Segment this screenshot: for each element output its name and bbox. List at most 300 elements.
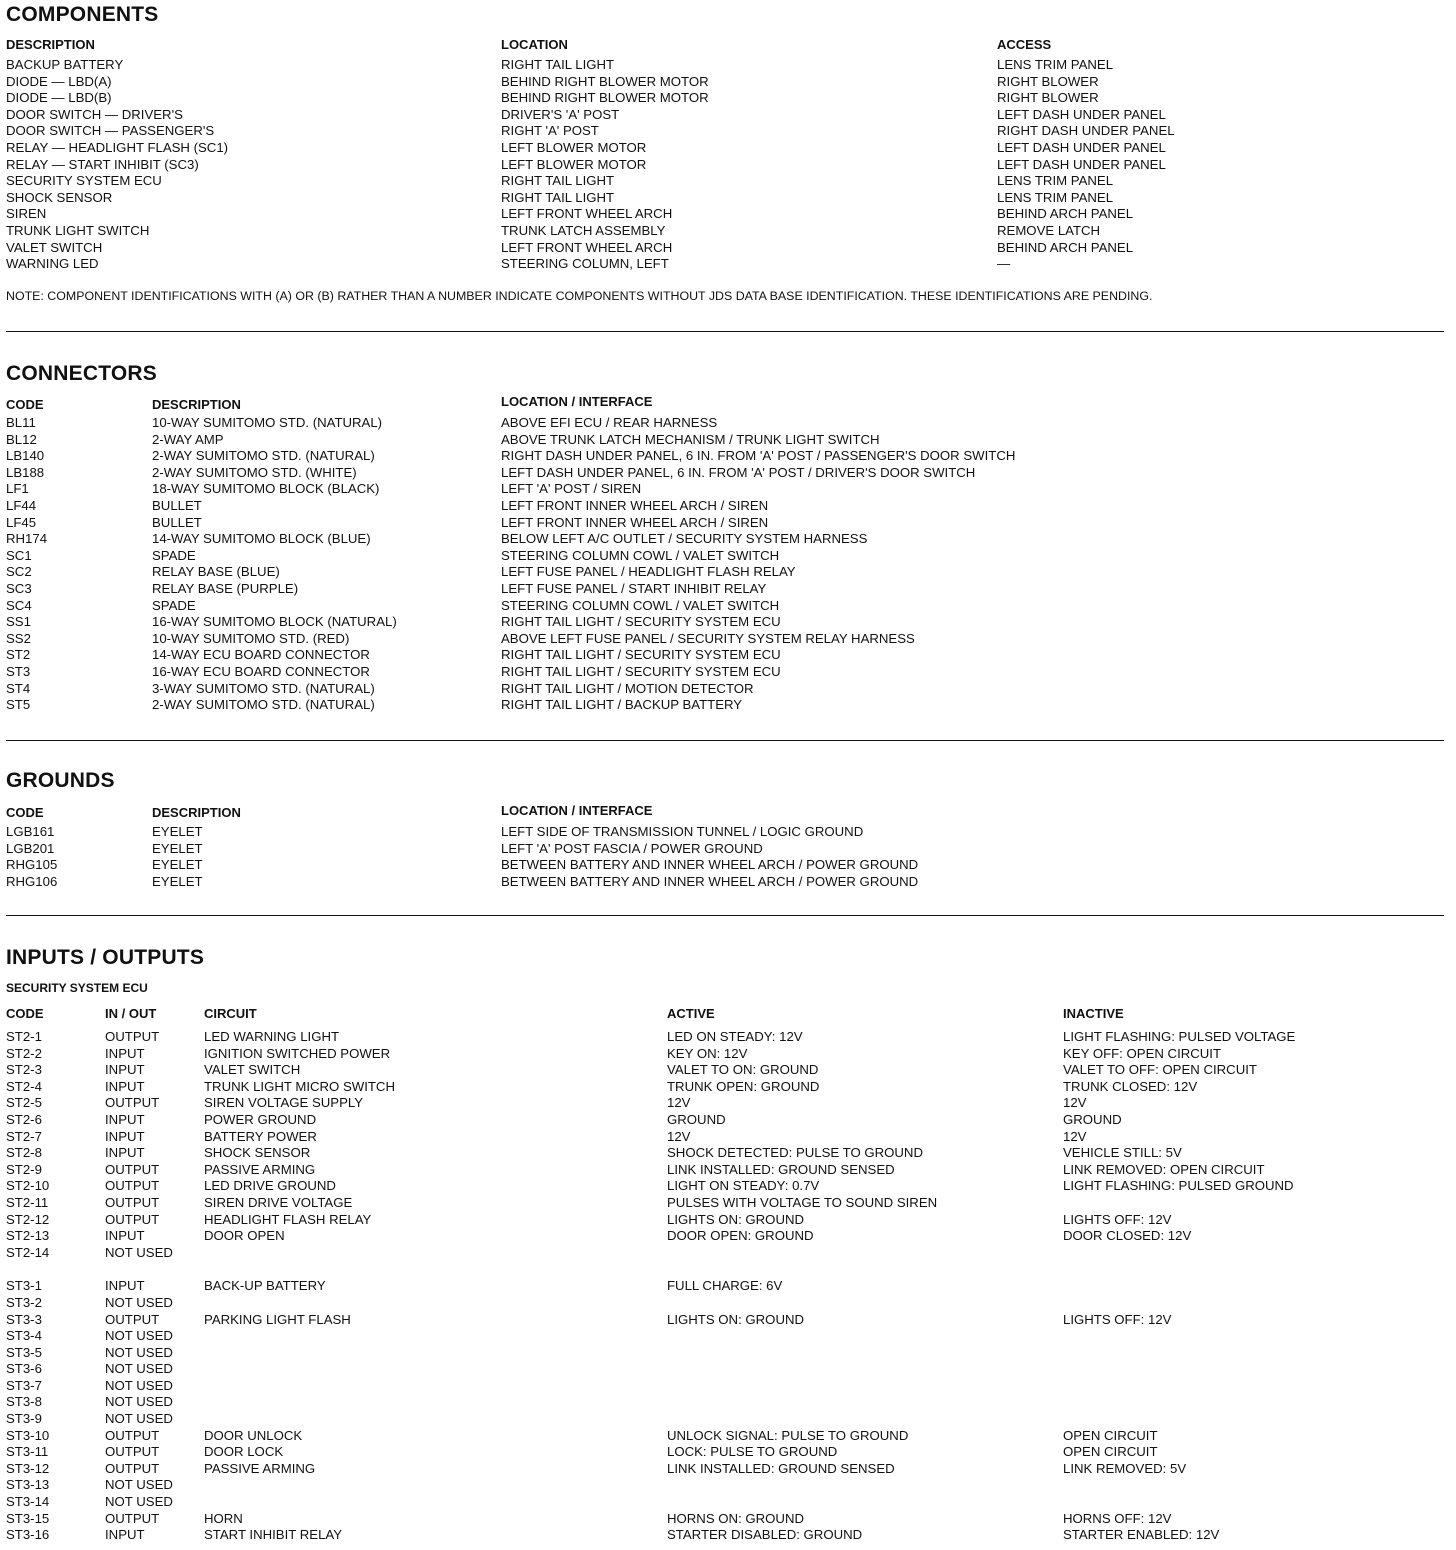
- grounds-row: [0, 841, 1456, 858]
- io-header-inactive: INACTIVE: [1063, 1006, 1124, 1021]
- io-st2-code-cell: ST2-12: [6, 1211, 50, 1227]
- connectors-location-cell: RIGHT TAIL LIGHT / SECURITY SYSTEM ECU: [501, 663, 781, 679]
- grounds-row: [0, 874, 1456, 891]
- components-description-cell: VALET SWITCH: [6, 239, 103, 255]
- connectors-description-cell: 10-WAY SUMITOMO STD. (RED): [152, 630, 350, 646]
- io-st3-inout-cell: INPUT: [105, 1278, 145, 1294]
- io-st2-inout-cell: INPUT: [105, 1128, 145, 1144]
- grounds-location-cell: BETWEEN BATTERY AND INNER WHEEL ARCH / POWER GROUND: [501, 873, 919, 889]
- io-st2-row: [0, 1029, 1456, 1046]
- components-row: [0, 190, 1456, 207]
- io-st3-inout-cell: NOT USED: [105, 1344, 173, 1360]
- io-st3-inout-cell: OUTPUT: [105, 1444, 160, 1460]
- io-st2-inout-cell: INPUT: [105, 1078, 145, 1094]
- io-st3-block: [0, 1278, 1456, 1544]
- grounds-description-cell: EYELET: [152, 824, 203, 839]
- io-st3-row: [0, 1527, 1456, 1544]
- connectors-location-cell: RIGHT TAIL LIGHT / MOTION DETECTOR: [501, 680, 754, 696]
- io-st2-active-cell: LED ON STEADY: 12V: [667, 1029, 803, 1044]
- section-divider: [6, 331, 1444, 332]
- io-st2-circuit-cell: PASSIVE ARMING: [204, 1161, 316, 1177]
- connectors-location-cell: LEFT FRONT INNER WHEEL ARCH / SIREN: [501, 514, 769, 530]
- io-st2-code-cell: ST2-5: [6, 1095, 42, 1111]
- grounds-header-location: LOCATION / INTERFACE: [501, 803, 653, 818]
- components-access-cell: BEHIND ARCH PANEL: [997, 206, 1134, 222]
- io-st2-active-cell: VALET TO ON: GROUND: [667, 1062, 819, 1078]
- connectors-description-cell: RELAY BASE (BLUE): [152, 564, 280, 580]
- io-header-circuit: CIRCUIT: [204, 1006, 257, 1021]
- io-st3-inout-cell: INPUT: [105, 1527, 145, 1543]
- io-st3-row: [0, 1461, 1456, 1478]
- components-access-cell: RIGHT BLOWER: [997, 73, 1099, 89]
- components-location-cell: RIGHT TAIL LIGHT: [501, 173, 615, 189]
- io-st2-inactive-cell: LIGHT FLASHING: PULSED GROUND: [1063, 1178, 1294, 1194]
- connectors-description-cell: 2-WAY SUMITOMO STD. (NATURAL): [152, 697, 375, 713]
- io-st2-inactive-cell: 12V: [1063, 1095, 1087, 1111]
- components-description-cell: SHOCK SENSOR: [6, 189, 113, 205]
- connectors-row: [0, 498, 1456, 515]
- io-st3-inout-cell: OUTPUT: [105, 1460, 160, 1476]
- io-st3-row: [0, 1328, 1456, 1345]
- io-st2-inactive-cell: 12V: [1063, 1128, 1087, 1144]
- components-note: NOTE: COMPONENT IDENTIFICATIONS WITH (A) OR (B) RATHER THAN A NUMBER INDICATE COMPONENTS WITHOUT JDS DATA BASE IDENTIFICATION. THESE IDENTIFICATIONS ARE PENDING.: [6, 289, 1153, 303]
- io-header-code: CODE: [6, 1006, 44, 1021]
- components-header-location: LOCATION: [501, 37, 568, 52]
- components-access-cell: LENS TRIM PANEL: [997, 189, 1114, 205]
- connectors-row: [0, 598, 1456, 615]
- io-st3-code-cell: ST3-13: [6, 1477, 50, 1493]
- io-st2-active-cell: KEY ON: 12V: [667, 1045, 748, 1061]
- io-st2-row: [0, 1245, 1456, 1262]
- components-access-cell: RIGHT BLOWER: [997, 90, 1099, 106]
- io-st3-code-cell: ST3-1: [6, 1278, 42, 1294]
- grounds-row: [0, 857, 1456, 874]
- io-st2-block: [0, 1029, 1456, 1261]
- io-st2-inactive-cell: GROUND: [1063, 1111, 1122, 1127]
- components-description-cell: DIODE — LBD(B): [6, 90, 112, 106]
- connectors-header-description: DESCRIPTION: [152, 397, 241, 412]
- io-st2-code-cell: ST2-10: [6, 1178, 50, 1194]
- connectors-location-cell: LEFT DASH UNDER PANEL, 6 IN. FROM 'A' POST / DRIVER'S DOOR SWITCH: [501, 464, 976, 480]
- io-st3-row: [0, 1278, 1456, 1295]
- io-st3-active-cell: LINK INSTALLED: GROUND SENSED: [667, 1460, 895, 1476]
- io-st3-code-cell: ST3-9: [6, 1411, 42, 1427]
- io-st2-circuit-cell: LED WARNING LIGHT: [204, 1029, 340, 1044]
- io-st2-circuit-cell: DOOR OPEN: [204, 1228, 285, 1244]
- io-st2-inactive-cell: KEY OFF: OPEN CIRCUIT: [1063, 1045, 1222, 1061]
- io-st3-inout-cell: OUTPUT: [105, 1427, 160, 1443]
- io-st2-row: [0, 1145, 1456, 1162]
- io-st2-active-cell: GROUND: [667, 1111, 726, 1127]
- io-st2-inactive-cell: LIGHTS OFF: 12V: [1063, 1211, 1172, 1227]
- grounds-code-cell: RHG105: [6, 857, 58, 873]
- connectors-description-cell: 14-WAY ECU BOARD CONNECTOR: [152, 647, 370, 663]
- connectors-code-cell: SC1: [6, 547, 32, 563]
- components-description-cell: DIODE — LBD(A): [6, 73, 112, 89]
- components-header-description: DESCRIPTION: [6, 37, 95, 52]
- components-access-cell: LEFT DASH UNDER PANEL: [997, 139, 1166, 155]
- io-st3-active-cell: LIGHTS ON: GROUND: [667, 1311, 805, 1327]
- connectors-description-cell: 2-WAY AMP: [152, 431, 224, 447]
- connectors-code-cell: SC4: [6, 597, 32, 613]
- connectors-code-cell: LB188: [6, 464, 45, 480]
- connectors-description-cell: RELAY BASE (PURPLE): [152, 580, 299, 596]
- section-divider: [6, 740, 1444, 741]
- io-st2-active-cell: DOOR OPEN: GROUND: [667, 1228, 814, 1244]
- io-st3-circuit-cell: START INHIBIT RELAY: [204, 1527, 343, 1543]
- io-st3-inout-cell: NOT USED: [105, 1411, 173, 1427]
- connectors-code-cell: LF45: [6, 514, 37, 530]
- connectors-description-cell: 2-WAY SUMITOMO STD. (NATURAL): [152, 448, 375, 464]
- components-location-cell: DRIVER'S 'A' POST: [501, 106, 620, 122]
- io-st2-code-cell: ST2-11: [6, 1194, 49, 1210]
- connectors-code-cell: BL11: [6, 415, 36, 430]
- io-st3-inout-cell: NOT USED: [105, 1494, 173, 1510]
- io-st2-inactive-cell: DOOR CLOSED: 12V: [1063, 1228, 1192, 1244]
- io-st2-code-cell: ST2-7: [6, 1128, 42, 1144]
- io-st2-row: [0, 1178, 1456, 1195]
- components-location-cell: STEERING COLUMN, LEFT: [501, 256, 669, 272]
- grounds-description-cell: EYELET: [152, 840, 203, 856]
- io-st2-row: [0, 1195, 1456, 1212]
- io-st3-row: [0, 1295, 1456, 1312]
- components-access-cell: LENS TRIM PANEL: [997, 173, 1114, 189]
- components-description-cell: DOOR SWITCH — DRIVER'S: [6, 106, 183, 122]
- io-title: INPUTS / OUTPUTS: [6, 946, 205, 969]
- io-st3-code-cell: ST3-5: [6, 1344, 42, 1360]
- connectors-location-cell: LEFT 'A' POST / SIREN: [501, 481, 642, 497]
- connectors-description-cell: BULLET: [152, 497, 202, 513]
- connectors-row: [0, 448, 1456, 465]
- io-st2-active-cell: LIGHT ON STEADY: 0.7V: [667, 1178, 820, 1194]
- connectors-row: [0, 465, 1456, 482]
- io-st3-inout-cell: NOT USED: [105, 1361, 173, 1377]
- components-title: COMPONENTS: [6, 3, 159, 26]
- io-st3-inactive-cell: STARTER ENABLED: 12V: [1063, 1527, 1220, 1543]
- io-st2-row: [0, 1095, 1456, 1112]
- connectors-description-cell: BULLET: [152, 514, 202, 530]
- connectors-row: [0, 631, 1456, 648]
- io-st3-code-cell: ST3-14: [6, 1494, 50, 1510]
- io-st3-inactive-cell: LIGHTS OFF: 12V: [1063, 1311, 1172, 1327]
- grounds-row: [0, 824, 1456, 841]
- connectors-code-cell: SC3: [6, 580, 32, 596]
- io-st2-code-cell: ST2-13: [6, 1228, 50, 1244]
- connectors-header-code: CODE: [6, 397, 44, 412]
- io-st3-inout-cell: NOT USED: [105, 1477, 173, 1493]
- io-st2-active-cell: 12V: [667, 1095, 691, 1111]
- connectors-code-cell: ST5: [6, 697, 31, 713]
- connectors-code-cell: BL12: [6, 431, 37, 447]
- connectors-code-cell: RH174: [6, 531, 48, 547]
- io-st2-circuit-cell: TRUNK LIGHT MICRO SWITCH: [204, 1078, 395, 1094]
- io-st3-row: [0, 1394, 1456, 1411]
- components-description-cell: DOOR SWITCH — PASSENGER'S: [6, 123, 215, 139]
- connectors-code-cell: SC2: [6, 564, 32, 580]
- connectors-row: [0, 681, 1456, 698]
- components-table: [0, 57, 1456, 273]
- io-st2-active-cell: PULSES WITH VOLTAGE TO SOUND SIREN: [667, 1194, 938, 1210]
- io-st3-inout-cell: NOT USED: [105, 1394, 173, 1410]
- io-st2-inout-cell: INPUT: [105, 1062, 145, 1078]
- components-row: [0, 107, 1456, 124]
- io-st3-code-cell: ST3-4: [6, 1328, 42, 1344]
- io-st3-code-cell: ST3-15: [6, 1510, 50, 1526]
- connectors-description-cell: SPADE: [152, 547, 196, 563]
- components-location-cell: LEFT FRONT WHEEL ARCH: [501, 206, 673, 222]
- io-st2-code-cell: ST2-1: [6, 1029, 42, 1044]
- grounds-code-cell: LGB201: [6, 840, 55, 856]
- components-row: [0, 173, 1456, 190]
- connectors-row: [0, 531, 1456, 548]
- io-st2-inout-cell: OUTPUT: [105, 1029, 160, 1044]
- components-access-cell: LEFT DASH UNDER PANEL: [997, 106, 1166, 122]
- io-st3-circuit-cell: HORN: [204, 1510, 243, 1526]
- components-row: [0, 57, 1456, 74]
- components-row: [0, 157, 1456, 174]
- connectors-code-cell: SS1: [6, 614, 31, 630]
- components-access-cell: RIGHT DASH UNDER PANEL: [997, 123, 1175, 139]
- io-st3-code-cell: ST3-7: [6, 1377, 42, 1393]
- io-st3-code-cell: ST3-3: [6, 1311, 42, 1327]
- connectors-description-cell: 3-WAY SUMITOMO STD. (NATURAL): [152, 680, 375, 696]
- io-st2-code-cell: ST2-4: [6, 1078, 42, 1094]
- connectors-table: [0, 415, 1456, 714]
- components-location-cell: BEHIND RIGHT BLOWER MOTOR: [501, 90, 709, 106]
- section-divider: [6, 915, 1444, 916]
- io-st2-active-cell: TRUNK OPEN: GROUND: [667, 1078, 820, 1094]
- io-st2-inout-cell: INPUT: [105, 1111, 145, 1127]
- connectors-row: [0, 481, 1456, 498]
- connectors-location-cell: STEERING COLUMN COWL / VALET SWITCH: [501, 597, 780, 613]
- io-st2-inout-cell: INPUT: [105, 1145, 145, 1161]
- io-st2-circuit-cell: IGNITION SWITCHED POWER: [204, 1045, 391, 1061]
- components-location-cell: LEFT FRONT WHEEL ARCH: [501, 239, 673, 255]
- connectors-location-cell: LEFT FUSE PANEL / HEADLIGHT FLASH RELAY: [501, 564, 796, 580]
- io-st3-inactive-cell: HORNS OFF: 12V: [1063, 1510, 1172, 1526]
- connectors-description-cell: SPADE: [152, 597, 196, 613]
- components-location-cell: TRUNK LATCH ASSEMBLY: [501, 222, 666, 238]
- grounds-header-code: CODE: [6, 805, 44, 820]
- io-st2-row: [0, 1112, 1456, 1129]
- io-st2-row: [0, 1046, 1456, 1063]
- connectors-location-cell: LEFT FRONT INNER WHEEL ARCH / SIREN: [501, 497, 769, 513]
- components-location-cell: RIGHT 'A' POST: [501, 123, 599, 139]
- io-st2-circuit-cell: VALET SWITCH: [204, 1062, 301, 1078]
- components-location-cell: BEHIND RIGHT BLOWER MOTOR: [501, 73, 709, 89]
- connectors-code-cell: LB140: [6, 448, 45, 464]
- io-table: [0, 1029, 1456, 1544]
- io-st3-row: [0, 1511, 1456, 1528]
- connectors-row: [0, 432, 1456, 449]
- io-st3-row: [0, 1361, 1456, 1378]
- io-st2-inout-cell: OUTPUT: [105, 1211, 160, 1227]
- connectors-header-location: LOCATION / INTERFACE: [501, 394, 653, 409]
- components-description-cell: RELAY — START INHIBIT (SC3): [6, 156, 199, 172]
- connectors-description-cell: 16-WAY SUMITOMO BLOCK (NATURAL): [152, 614, 397, 630]
- io-st3-active-cell: LOCK: PULSE TO GROUND: [667, 1444, 838, 1460]
- components-access-cell: LENS TRIM PANEL: [997, 57, 1114, 72]
- components-access-cell: LEFT DASH UNDER PANEL: [997, 156, 1166, 172]
- grounds-code-cell: LGB161: [6, 824, 55, 839]
- io-st3-inout-cell: OUTPUT: [105, 1311, 160, 1327]
- io-st2-circuit-cell: BATTERY POWER: [204, 1128, 317, 1144]
- connectors-description-cell: 10-WAY SUMITOMO STD. (NATURAL): [152, 415, 383, 430]
- io-st3-code-cell: ST3-6: [6, 1361, 42, 1377]
- components-header-access: ACCESS: [997, 37, 1052, 52]
- components-description-cell: BACKUP BATTERY: [6, 57, 124, 72]
- grounds-description-cell: EYELET: [152, 857, 203, 873]
- io-st3-inout-cell: NOT USED: [105, 1328, 173, 1344]
- io-st3-row: [0, 1378, 1456, 1395]
- io-st3-code-cell: ST3-11: [6, 1444, 49, 1460]
- io-st2-code-cell: ST2-2: [6, 1045, 42, 1061]
- components-location-cell: LEFT BLOWER MOTOR: [501, 156, 647, 172]
- io-st2-inout-cell: OUTPUT: [105, 1095, 160, 1111]
- io-st2-row: [0, 1079, 1456, 1096]
- components-row: [0, 240, 1456, 257]
- io-st3-code-cell: ST3-16: [6, 1527, 50, 1543]
- io-st2-inout-cell: INPUT: [105, 1228, 145, 1244]
- io-st3-circuit-cell: DOOR UNLOCK: [204, 1427, 303, 1443]
- io-st3-row: [0, 1312, 1456, 1329]
- io-st3-row: [0, 1477, 1456, 1494]
- connectors-code-cell: ST3: [6, 663, 31, 679]
- connectors-location-cell: ABOVE TRUNK LATCH MECHANISM / TRUNK LIGHT SWITCH: [501, 431, 880, 447]
- io-st2-row: [0, 1162, 1456, 1179]
- io-st3-code-cell: ST3-12: [6, 1460, 50, 1476]
- components-description-cell: SECURITY SYSTEM ECU: [6, 173, 162, 189]
- grounds-code-cell: RHG106: [6, 873, 58, 889]
- io-st3-inactive-cell: OPEN CIRCUIT: [1063, 1427, 1158, 1443]
- components-row: [0, 90, 1456, 107]
- io-block-gap: [0, 1261, 1456, 1278]
- io-st3-circuit-cell: BACK-UP BATTERY: [204, 1278, 326, 1294]
- io-st3-circuit-cell: DOOR LOCK: [204, 1444, 284, 1460]
- connectors-row: [0, 564, 1456, 581]
- connectors-location-cell: ABOVE LEFT FUSE PANEL / SECURITY SYSTEM RELAY HARNESS: [501, 630, 915, 646]
- grounds-header-description: DESCRIPTION: [152, 805, 241, 820]
- io-st3-circuit-cell: PARKING LIGHT FLASH: [204, 1311, 351, 1327]
- io-st2-row: [0, 1212, 1456, 1229]
- connectors-description-cell: 14-WAY SUMITOMO BLOCK (BLUE): [152, 531, 371, 547]
- io-st2-active-cell: LINK INSTALLED: GROUND SENSED: [667, 1161, 895, 1177]
- connectors-row: [0, 548, 1456, 565]
- io-st2-circuit-cell: SIREN VOLTAGE SUPPLY: [204, 1095, 364, 1111]
- components-row: [0, 223, 1456, 240]
- io-st2-inout-cell: OUTPUT: [105, 1194, 160, 1210]
- components-access-cell: —: [997, 256, 1011, 272]
- io-st2-active-cell: SHOCK DETECTED: PULSE TO GROUND: [667, 1145, 923, 1161]
- io-st3-circuit-cell: PASSIVE ARMING: [204, 1460, 316, 1476]
- components-location-cell: RIGHT TAIL LIGHT: [501, 57, 615, 72]
- connectors-location-cell: STEERING COLUMN COWL / VALET SWITCH: [501, 547, 780, 563]
- connectors-title: CONNECTORS: [6, 362, 157, 385]
- connectors-location-cell: BELOW LEFT A/C OUTLET / SECURITY SYSTEM HARNESS: [501, 531, 868, 547]
- io-st2-inactive-cell: VEHICLE STILL: 5V: [1063, 1145, 1182, 1161]
- components-description-cell: RELAY — HEADLIGHT FLASH (SC1): [6, 139, 229, 155]
- grounds-location-cell: LEFT SIDE OF TRANSMISSION TUNNEL / LOGIC GROUND: [501, 824, 864, 839]
- connectors-code-cell: SS2: [6, 630, 31, 646]
- connectors-code-cell: LF44: [6, 497, 37, 513]
- connectors-description-cell: 2-WAY SUMITOMO STD. (WHITE): [152, 464, 357, 480]
- io-st2-code-cell: ST2-3: [6, 1062, 42, 1078]
- connectors-row: [0, 415, 1456, 432]
- io-st3-code-cell: ST3-8: [6, 1394, 42, 1410]
- io-st2-inout-cell: INPUT: [105, 1045, 145, 1061]
- connectors-code-cell: LF1: [6, 481, 29, 497]
- io-st3-code-cell: ST3-10: [6, 1427, 50, 1443]
- io-st2-inout-cell: NOT USED: [105, 1244, 173, 1260]
- components-description-cell: TRUNK LIGHT SWITCH: [6, 222, 150, 238]
- io-st3-inout-cell: NOT USED: [105, 1377, 173, 1393]
- io-st3-inactive-cell: LINK REMOVED: 5V: [1063, 1460, 1187, 1476]
- components-row: [0, 123, 1456, 140]
- io-st2-circuit-cell: SHOCK SENSOR: [204, 1145, 311, 1161]
- connectors-row: [0, 614, 1456, 631]
- components-row: [0, 74, 1456, 91]
- components-location-cell: RIGHT TAIL LIGHT: [501, 189, 615, 205]
- components-description-cell: SIREN: [6, 206, 47, 222]
- io-st3-active-cell: FULL CHARGE: 6V: [667, 1278, 783, 1294]
- components-row: [0, 206, 1456, 223]
- connectors-row: [0, 697, 1456, 714]
- components-location-cell: LEFT BLOWER MOTOR: [501, 139, 647, 155]
- io-st2-circuit-cell: POWER GROUND: [204, 1111, 317, 1127]
- connectors-row: [0, 581, 1456, 598]
- io-st3-row: [0, 1494, 1456, 1511]
- connectors-row: [0, 664, 1456, 681]
- io-st2-inactive-cell: LINK REMOVED: OPEN CIRCUIT: [1063, 1161, 1265, 1177]
- connectors-row: [0, 647, 1456, 664]
- io-st3-active-cell: UNLOCK SIGNAL: PULSE TO GROUND: [667, 1427, 909, 1443]
- io-st2-row: [0, 1129, 1456, 1146]
- connectors-description-cell: 16-WAY ECU BOARD CONNECTOR: [152, 663, 370, 679]
- components-access-cell: REMOVE LATCH: [997, 222, 1101, 238]
- connectors-location-cell: RIGHT TAIL LIGHT / SECURITY SYSTEM ECU: [501, 647, 781, 663]
- io-header-inout: IN / OUT: [105, 1006, 157, 1021]
- components-description-cell: WARNING LED: [6, 256, 99, 272]
- io-st2-code-cell: ST2-6: [6, 1111, 42, 1127]
- io-st3-row: [0, 1444, 1456, 1461]
- io-st2-active-cell: 12V: [667, 1128, 691, 1144]
- io-st3-active-cell: HORNS ON: GROUND: [667, 1510, 805, 1526]
- io-st3-code-cell: ST3-2: [6, 1294, 42, 1310]
- io-st2-inout-cell: OUTPUT: [105, 1161, 160, 1177]
- connectors-code-cell: ST2: [6, 647, 31, 663]
- components-row: [0, 140, 1456, 157]
- io-subtitle: SECURITY SYSTEM ECU: [6, 981, 148, 995]
- connectors-location-cell: RIGHT DASH UNDER PANEL, 6 IN. FROM 'A' POST / PASSENGER'S DOOR SWITCH: [501, 448, 1016, 464]
- io-st2-row: [0, 1062, 1456, 1079]
- io-st3-inout-cell: OUTPUT: [105, 1510, 160, 1526]
- connectors-code-cell: ST4: [6, 680, 31, 696]
- io-st2-code-cell: ST2-14: [6, 1244, 50, 1260]
- grounds-description-cell: EYELET: [152, 873, 203, 889]
- connectors-location-cell: LEFT FUSE PANEL / START INHIBIT RELAY: [501, 580, 767, 596]
- io-st2-circuit-cell: HEADLIGHT FLASH RELAY: [204, 1211, 372, 1227]
- io-st2-inactive-cell: TRUNK CLOSED: 12V: [1063, 1078, 1198, 1094]
- grounds-title: GROUNDS: [6, 769, 115, 792]
- connectors-row: [0, 515, 1456, 532]
- grounds-table: [0, 824, 1456, 890]
- io-st2-code-cell: ST2-8: [6, 1145, 42, 1161]
- components-access-cell: BEHIND ARCH PANEL: [997, 239, 1134, 255]
- io-st2-circuit-cell: LED DRIVE GROUND: [204, 1178, 336, 1194]
- io-st3-row: [0, 1411, 1456, 1428]
- connectors-description-cell: 18-WAY SUMITOMO BLOCK (BLACK): [152, 481, 380, 497]
- io-st3-row: [0, 1428, 1456, 1445]
